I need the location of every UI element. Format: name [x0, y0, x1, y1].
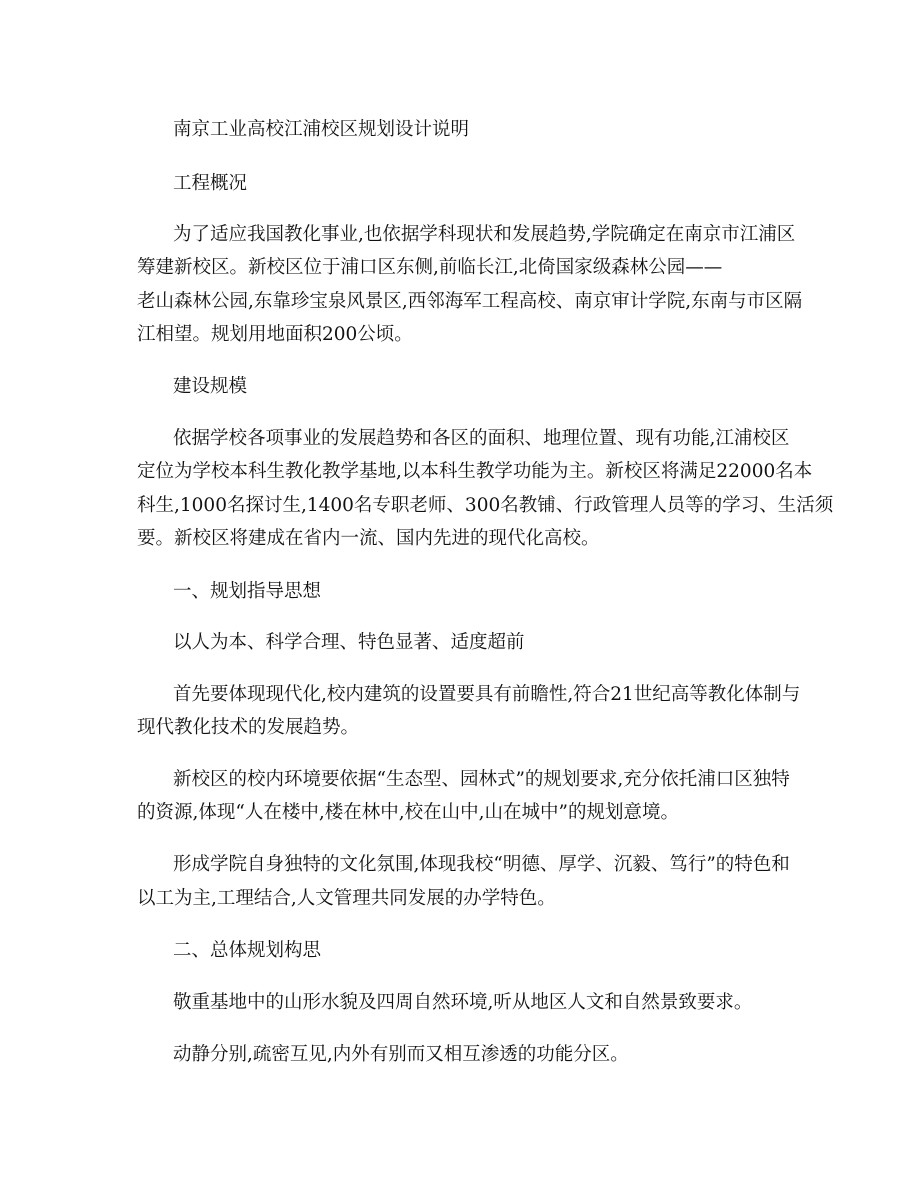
document-title: 南京工业高校江浦校区规划设计说明 [173, 119, 470, 140]
section-heading-overall-plan: 二、总体规划构思 [173, 940, 322, 961]
paragraph-line: 江相望。规划用地面积200公顷。 [137, 324, 413, 345]
paragraph-line: 老山森林公园,东靠珍宝泉风景区,西邻海军工程高校、南京审计学院,东南与市区隔 [137, 291, 803, 312]
paragraph-line: 的资源,体现“人在楼中,楼在林中,校在山中,山在城中”的规划意境。 [137, 802, 679, 823]
paragraph-line: 筹建新校区。新校区位于浦口区东侧,前临长江,北倚国家级森林公园—— [137, 257, 723, 278]
paragraph-line: 现代教化技术的发展趋势。 [137, 717, 360, 738]
paragraph-line: 新校区的校内环境要依据“生态型、园林式”的规划要求,充分依托浦口区独特 [173, 769, 790, 790]
paragraph-line: 形成学院自身独特的文化氛围,体现我校“明德、厚学、沉毅、笃行”的特色和 [173, 854, 790, 875]
paragraph-line: 敬重基地中的山形水貌及四周自然环境,听从地区人文和自然景致要求。 [173, 992, 753, 1013]
paragraph-line: 定位为学校本科生教化教学基地,以本科生教学功能为主。新校区将满足22000名本 [137, 461, 813, 482]
paragraph-line: 为了适应我国教化事业,也依据学科现状和发展趋势,学院确定在南京市江浦区 [173, 224, 796, 245]
paragraph-line: 动静分别,疏密互见,内外有别而又相互渗透的功能分区。 [173, 1044, 629, 1065]
paragraph-line: 科生,1000名探讨生,1400名专职老师、300名教铺、行政管理人员等的学习、生活须 [137, 495, 834, 516]
paragraph-line: 首先要体现现代化,校内建筑的设置要具有前瞻性,符合21世纪高等教化体制与 [173, 684, 801, 705]
section-heading-scale: 建设规模 [173, 376, 248, 397]
paragraph-line: 以人为本、科学合理、特色显著、适度超前 [173, 632, 525, 653]
paragraph-line: 要。新校区将建成在省内一流、国内先进的现代化高校。 [137, 528, 600, 549]
paragraph-line: 依据学校各项事业的发展趋势和各区的面积、地理位置、现有功能,江浦校区 [173, 428, 790, 449]
section-heading-guiding-idea: 一、规划指导思想 [173, 581, 322, 602]
section-heading-overview: 工程概况 [173, 173, 248, 194]
paragraph-line: 以工为主,工理结合,人文管理共同发展的办学特色。 [137, 888, 556, 909]
